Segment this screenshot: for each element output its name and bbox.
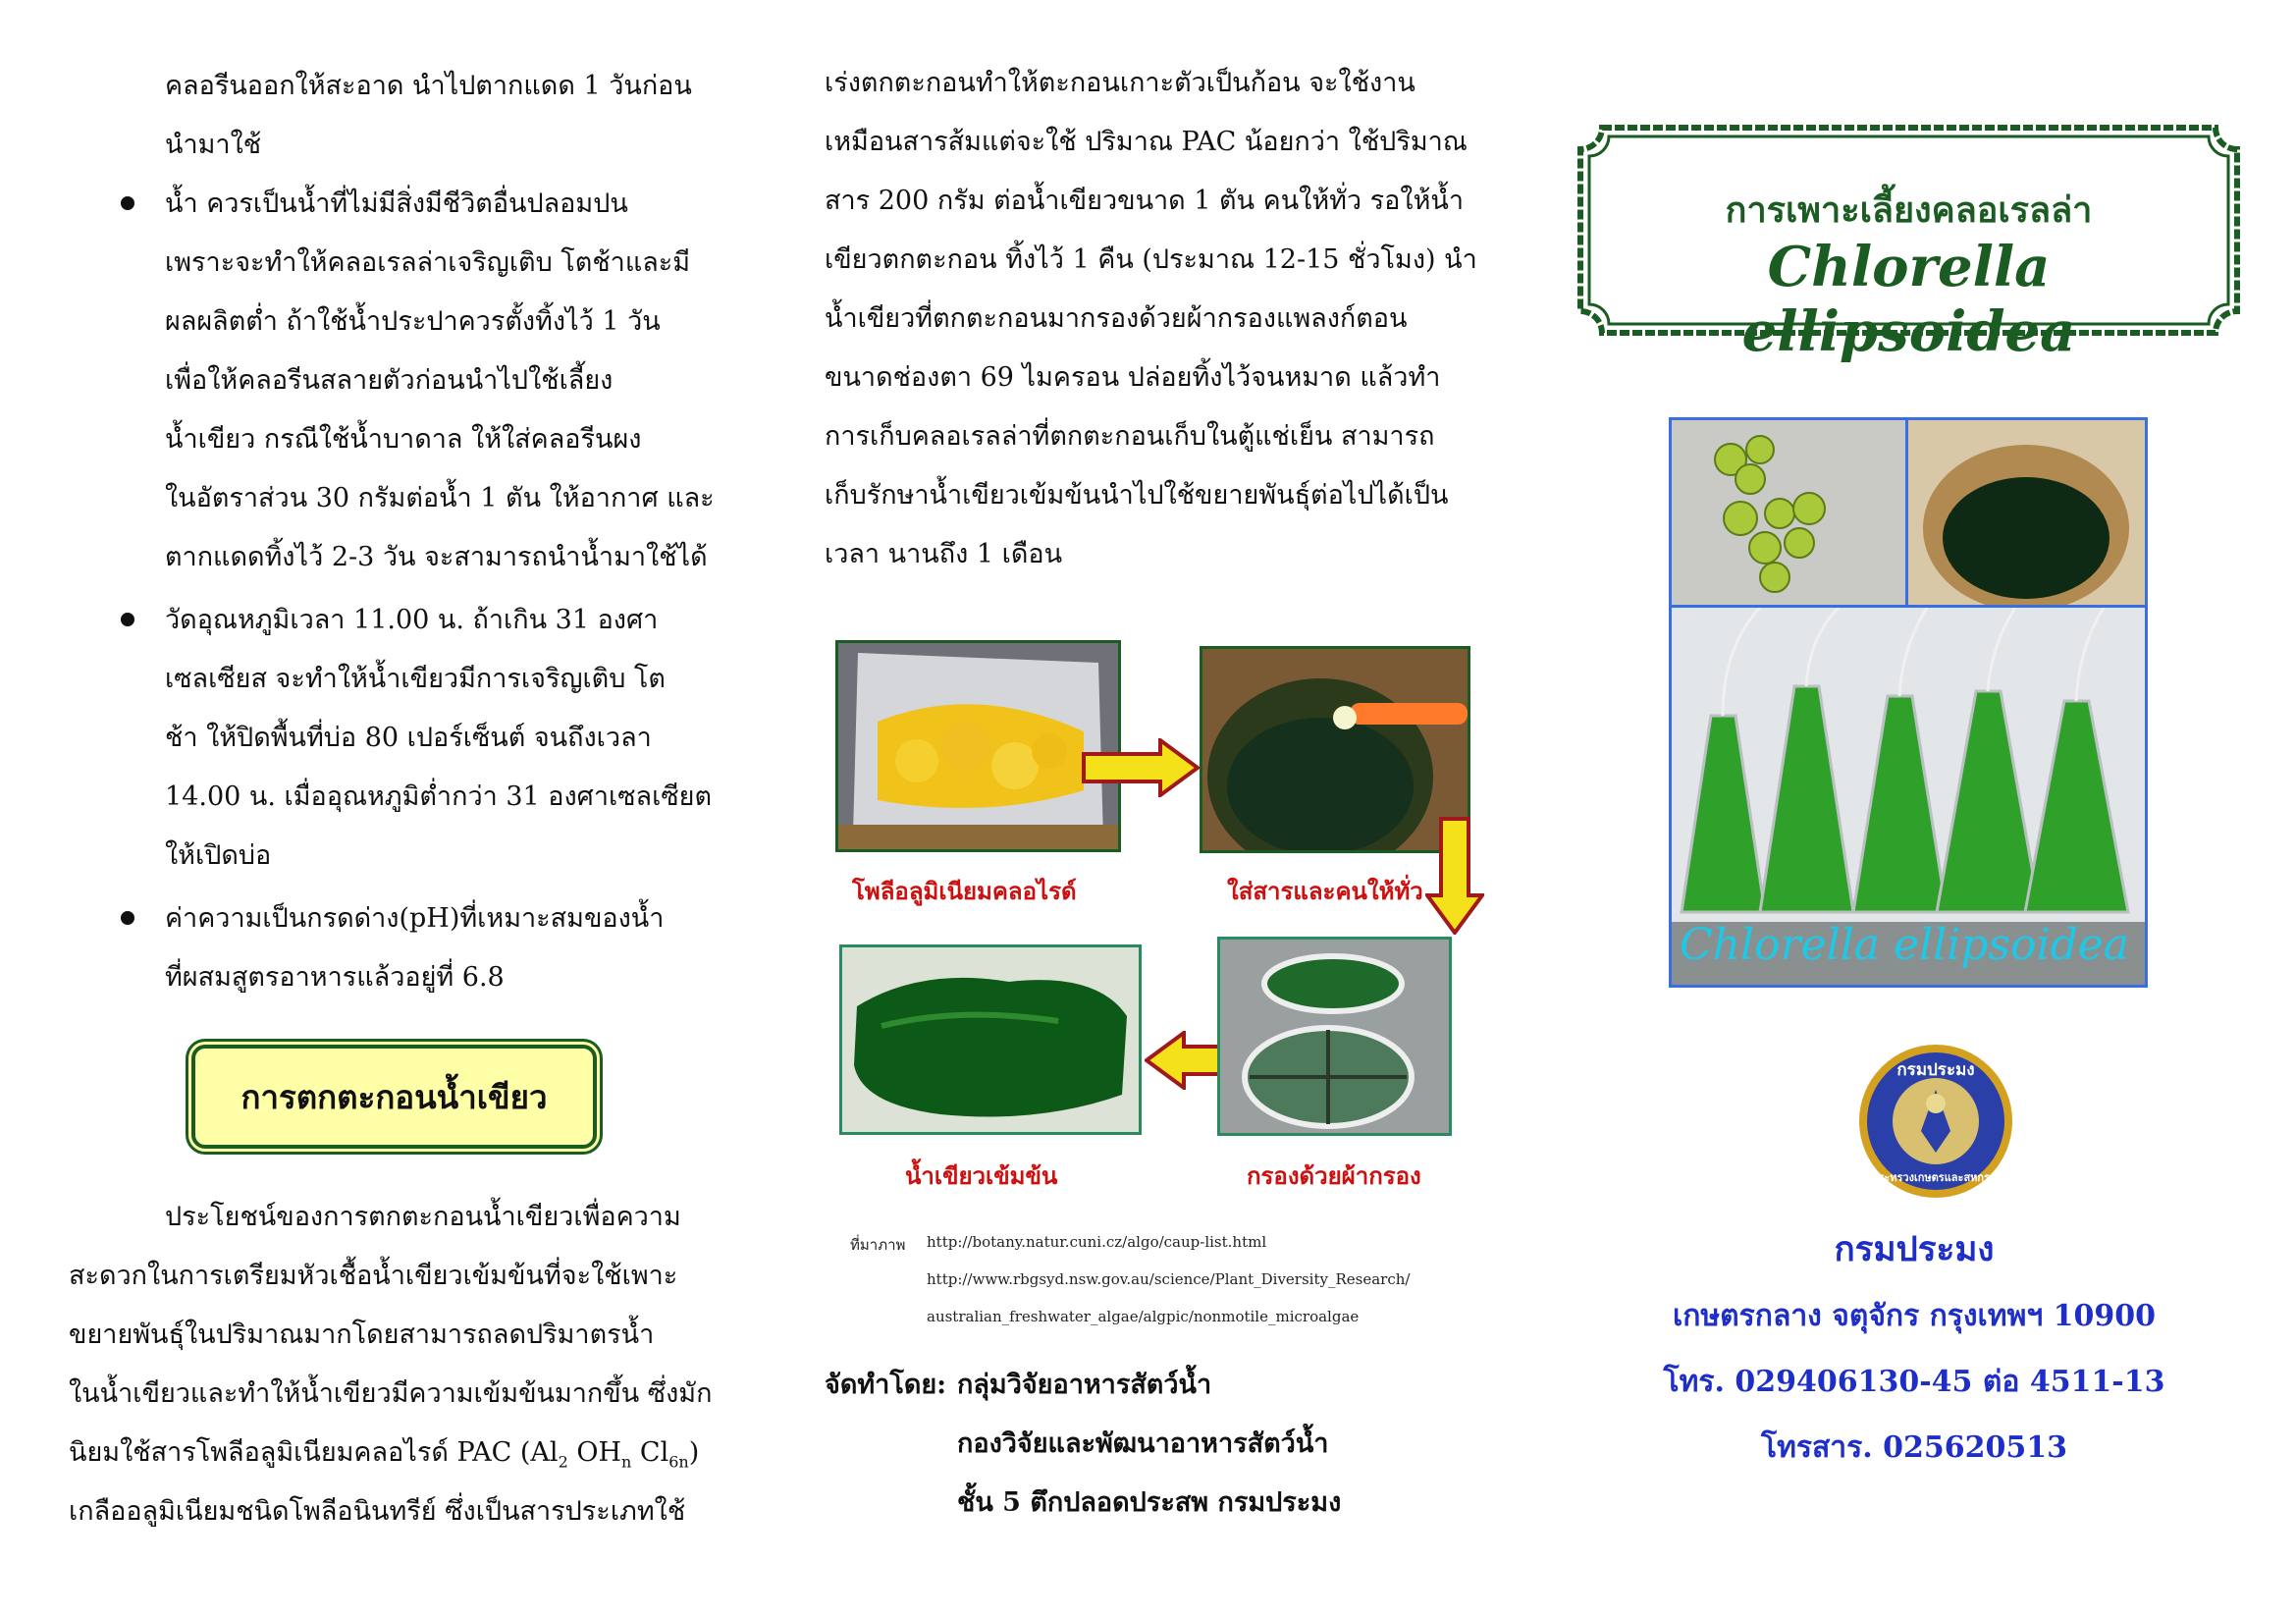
department-name: กรมประมง: [1834, 1230, 1995, 1269]
photo-species-label: Chlorella ellipsoidea: [1680, 920, 2130, 970]
concentrated-algae-image: [842, 947, 1139, 1132]
title-frame: [1577, 125, 2240, 364]
body-line: สะดวกในการเตรียมหัวเชื้อน้ำเขียวเข้มข้นที่จะใช้เพาะ: [69, 1261, 678, 1291]
bullet-line: เพื่อให้คลอรีนสลายตัวก่อนนำไปใช้เลี้ยง: [165, 365, 614, 396]
flasks-photo: [1672, 608, 2145, 985]
body-line: ขยายพันธุ์ในปริมาณมากโดยสามารถลดปริมาตรน้ำ: [69, 1320, 655, 1350]
bullet-line: วัดอุณหภูมิเวลา 11.00 น. ถ้าเกิน 31 องศา: [165, 605, 659, 635]
arrow-down-icon: [1425, 817, 1484, 935]
body-line: เกลืออลูมิเนียมชนิดโพลีอนินทรีย์ ซึ่งเป็นสารประเภทใช้: [69, 1496, 686, 1527]
caption-pac: โพลีอลูมิเนียมคลอไรด์: [852, 878, 1077, 905]
formula-prefix: นิยมใช้สารโพลีอลูมิเนียมคลอไรด์ PAC (Al: [69, 1437, 559, 1468]
body-line: ในน้ำเขียวและทำให้น้ำเขียวมีความเข้มข้นมากขึ้น ซึ่งมัก: [69, 1378, 713, 1409]
formula-sub: 6n: [668, 1452, 689, 1472]
body-line: ประโยชน์ของการตกตะกอนน้ำเขียวเพื่อความ: [165, 1202, 681, 1232]
formula-part: Cl: [631, 1437, 669, 1468]
bullet-line: ตากแดดทิ้งไว้ 2-3 วัน จะสามารถนำน้ำมาใช้ได้: [165, 542, 708, 572]
caption-mix: ใส่สารและคนให้ทั่ว: [1227, 878, 1423, 905]
formula-sub: 2: [558, 1452, 568, 1472]
formula-part: ): [688, 1437, 700, 1468]
title-thai: การเพาะเลี้ยงคลอเรลล่า: [1725, 190, 2093, 231]
middle-line: เหมือนสารส้มแต่จะใช้ ปริมาณ PAC น้อยกว่า ใช้ปริมาณ: [825, 127, 1468, 157]
chlorella-collage: [1669, 417, 2148, 988]
title-latin: Chlorella ellipsoidea: [1741, 235, 2076, 364]
arrow-right-icon: [1082, 738, 1200, 797]
seal-top-text: กรมประมง: [1896, 1060, 1975, 1080]
seal-bottom-text: กระทรวงเกษตรและสหกรณ์: [1871, 1171, 2001, 1184]
intro-line: นำมาใช้: [165, 130, 262, 160]
department-fax: โทรสาร. 025620513: [1760, 1430, 2068, 1465]
source-link: http://botany.natur.cuni.cz/algo/caup-list.html: [927, 1233, 1267, 1251]
middle-line: น้ำเขียวที่ตกตะกอนมากรองด้วยผ้ากรองแพลงก์ตอน: [825, 303, 1408, 334]
bullet-line: ในอัตราส่วน 30 กรัมต่อน้ำ 1 ตัน ให้อากาศ และ: [165, 483, 715, 513]
middle-line: เวลา นานถึง 1 เดือน: [825, 539, 1063, 569]
pond-photo: [1908, 420, 2145, 605]
middle-line: การเก็บคลอเรลล่าที่ตกตะกอนเก็บในตู้แช่เย็น สามารถ: [825, 421, 1435, 452]
section-heading-text: การตกตะกอนน้ำเขียว: [240, 1077, 548, 1116]
source-link: australian_freshwater_algae/algpic/nonmotile_microalgae: [927, 1308, 1360, 1325]
microscope-photo: [1672, 420, 1905, 605]
middle-line: ขนาดช่องตา 69 ไมครอน ปล่อยทิ้งไว้จนหมาด แล้วทำ: [825, 362, 1441, 393]
bullet-line: ค่าความเป็นกรดด่าง(pH)ที่เหมาะสมของน้ำ: [165, 903, 665, 934]
credit-line: กลุ่มวิจัยอาหารสัตว์น้ำ: [957, 1370, 1212, 1400]
caption-concentrated: น้ำเขียวเข้มข้น: [905, 1162, 1058, 1190]
middle-line: สาร 200 กรัม ต่อน้ำเขียวขนาด 1 ตัน คนให้ทั่ว รอให้น้ำ: [825, 186, 1464, 216]
formula-part: OH: [567, 1437, 622, 1468]
bullet-line: น้ำ ควรเป็นน้ำที่ไม่มีสิ่งมีชีวิตอื่นปลอมปน: [165, 189, 628, 219]
pac-bag-photo: [835, 640, 1121, 852]
credit-line: กองวิจัยและพัฒนาอาหารสัตว์น้ำ: [957, 1428, 1329, 1459]
bullet-line: ผลผลิตต่ำ ถ้าใช้น้ำประปาควรตั้งทิ้งไว้ 1 วัน: [165, 306, 661, 337]
department-phone: โทร. 029406130-45 ต่อ 4511-13: [1663, 1365, 2165, 1399]
microscope-image: [1672, 420, 1905, 605]
bullet-line: 14.00 น. เมื่ออุณหภูมิต่ำกว่า 31 องศาเซลเซียต: [165, 781, 712, 812]
bullet-line: ให้เปิดบ่อ: [165, 840, 272, 871]
bullet-line: ที่ผสมสูตรอาหารแล้วอยู่ที่ 6.8: [165, 962, 505, 993]
intro-line: คลอรีนออกให้สะอาด นำไปตากแดด 1 วันก่อน: [165, 71, 692, 101]
middle-line: เก็บรักษาน้ำเขียวเข้มข้นนำไปใช้ขยายพันธุ์ต่อไปได้เป็น: [825, 480, 1449, 511]
pond-image: [1908, 420, 2145, 605]
source-link: http://www.rbgsyd.nsw.gov.au/science/Plant_Diversity_Research/: [927, 1270, 1411, 1288]
concentrated-algae-photo: [839, 944, 1142, 1135]
department-address: เกษตรกลาง จตุจักร กรุงเทพฯ 10900: [1672, 1299, 2157, 1333]
source-label: ที่มาภาพ: [850, 1236, 906, 1254]
bullet-line: น้ำเขียว กรณีใช้น้ำบาดาล ให้ใส่คลอรีนผง: [165, 424, 642, 455]
formula-sub: n: [621, 1452, 632, 1472]
credit-label: จัดทำโดย:: [825, 1370, 947, 1400]
bullet-line: เซลเซียส จะทำให้น้ำเขียวมีการเจริญเติบ โต: [165, 664, 666, 694]
caption-filter: กรองด้วยผ้ากรอง: [1247, 1162, 1421, 1190]
bullet-line: ช้า ให้ปิดพื้นที่บ่อ 80 เปอร์เซ็นต์ จนถึงเวลา: [165, 723, 652, 753]
bullet-line: เพราะจะทำให้คลอเรลล่าเจริญเติบ โตช้าและมี: [165, 247, 691, 278]
department-seal-logo: [1857, 1043, 2014, 1200]
filter-cloth-image: [1220, 940, 1449, 1133]
middle-line: เขียวตกตะกอน ทิ้งไว้ 1 คืน (ประมาณ 12-15 ชั่วโมง) นำ: [825, 244, 1477, 275]
filter-cloth-photo: [1217, 937, 1452, 1136]
middle-line: เร่งตกตะกอนทำให้ตะกอนเกาะตัวเป็นก้อน จะใช้งาน: [825, 68, 1415, 98]
credit-line: ชั้น 5 ตึกปลอดประสพ กรมประมง: [957, 1487, 1342, 1518]
pac-bag-image: [838, 643, 1118, 849]
